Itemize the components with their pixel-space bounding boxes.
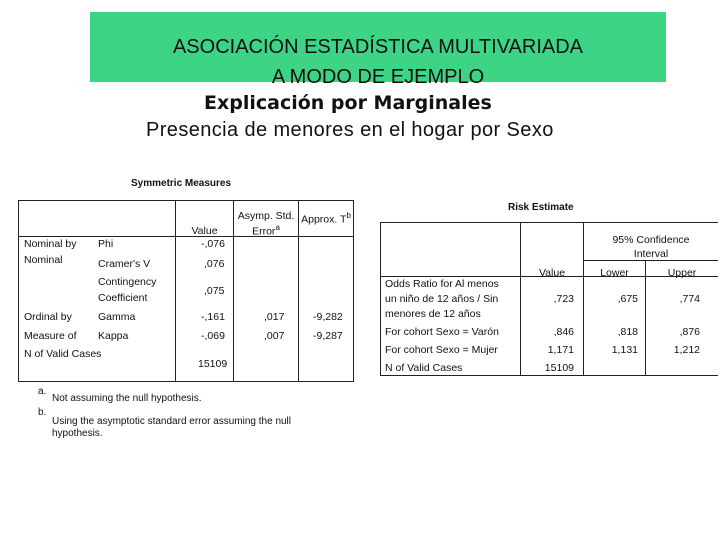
symmetric-measures-table xyxy=(18,200,354,382)
risk-estimate-title: Risk Estimate xyxy=(508,202,574,213)
row-label-odds-3: menores de 12 años xyxy=(385,308,481,320)
symmetric-measures-title: Symmetric Measures xyxy=(131,178,232,189)
section-heading: Explicación por Marginales xyxy=(204,92,492,114)
upper-mujer: 1,212 xyxy=(673,344,700,356)
value-cramer: ,076 xyxy=(204,258,225,270)
column-header-ase xyxy=(234,210,298,238)
table-border-bottom xyxy=(380,375,718,376)
value-gamma: -,161 xyxy=(201,311,225,323)
row-label-cramer: Cramer's V xyxy=(98,258,151,270)
column-header-approx-t xyxy=(299,210,353,226)
lower-varon: ,818 xyxy=(617,326,638,338)
value-kappa: -,069 xyxy=(201,330,225,342)
table-border-right xyxy=(353,200,354,382)
footnote-a-marker: a. xyxy=(38,386,47,397)
ase-header-text: Asymp. Std. Error xyxy=(237,210,295,238)
ci-header-line-1: 95% Confidence xyxy=(612,234,690,246)
value-mujer: 1,171 xyxy=(547,344,574,356)
table-border-top xyxy=(380,222,718,223)
approx-t-header-text: Approx. T xyxy=(301,213,347,226)
group-label-ordinal-1: Ordinal by xyxy=(24,311,72,323)
row-label-phi: Phi xyxy=(98,238,114,250)
ase-gamma: ,017 xyxy=(264,311,285,323)
row-label-contingency-2: Coefficient xyxy=(98,292,148,304)
lower-odds: ,675 xyxy=(617,293,638,305)
approx-t-kappa: -9,287 xyxy=(313,330,343,342)
group-label-nominal-1: Nominal by xyxy=(24,238,77,250)
ase-footnote-marker: a xyxy=(275,223,280,232)
risk-estimate-table xyxy=(380,222,718,376)
upper-varon: ,876 xyxy=(679,326,700,338)
row-label-mujer: For cohort Sexo = Mujer xyxy=(385,344,498,356)
row-label-odds-2: un niño de 12 años / Sin xyxy=(385,293,499,305)
column-header-upper: Upper xyxy=(667,267,697,279)
table-border-left xyxy=(18,200,19,382)
row-label-varon: For cohort Sexo = Varón xyxy=(385,326,499,338)
approx-t-gamma: -9,282 xyxy=(313,311,343,323)
row-label-gamma: Gamma xyxy=(98,311,136,323)
table-border-bottom xyxy=(18,381,354,382)
footnote-b-marker: b. xyxy=(38,407,47,418)
group-label-n-valid: N of Valid Cases xyxy=(24,348,102,360)
column-header-value: Value xyxy=(538,267,566,279)
row-label-n-valid: N of Valid Cases xyxy=(385,362,463,374)
value-phi: -,076 xyxy=(201,238,225,250)
group-label-nominal-2: Nominal xyxy=(24,254,63,266)
value-odds: ,723 xyxy=(553,293,574,305)
column-divider xyxy=(298,200,299,382)
value-contingency: ,075 xyxy=(204,285,225,297)
footnote-b-line-1: Using the asymptotic standard error assuming the null xyxy=(52,416,292,427)
approx-t-footnote-marker: b xyxy=(346,211,351,220)
banner-title: ASOCIACIÓN ESTADÍSTICA MULTIVARIADA xyxy=(172,36,584,58)
title-banner xyxy=(90,12,666,88)
table-border-top xyxy=(18,200,354,201)
group-label-ordinal-2: Measure of xyxy=(24,330,77,342)
row-label-kappa: Kappa xyxy=(98,330,129,342)
footnote-b-line-2: hypothesis. xyxy=(52,428,103,438)
banner-subtitle: A MODO DE EJEMPLO xyxy=(271,66,485,88)
row-label-odds-1: Odds Ratio for Al menos xyxy=(385,278,499,290)
value-varon: ,846 xyxy=(553,326,574,338)
footnote-a-text: Not assuming the null hypothesis. xyxy=(52,393,202,404)
column-header-lower: Lower xyxy=(600,267,629,279)
column-header-value: Value xyxy=(191,225,218,237)
row-label-contingency-1: Contingency xyxy=(98,276,157,288)
ci-header-divider xyxy=(583,260,718,261)
lower-mujer: 1,131 xyxy=(611,344,638,356)
ci-header-line-2: Interval xyxy=(633,248,669,260)
value-n-valid: 15109 xyxy=(198,358,228,370)
table-border-left xyxy=(380,222,381,376)
section-subheading: Presencia de menores en el hogar por Sexo xyxy=(146,119,554,141)
value-n-valid: 15109 xyxy=(544,362,574,374)
ase-kappa: ,007 xyxy=(264,330,285,342)
upper-odds: ,774 xyxy=(679,293,700,305)
